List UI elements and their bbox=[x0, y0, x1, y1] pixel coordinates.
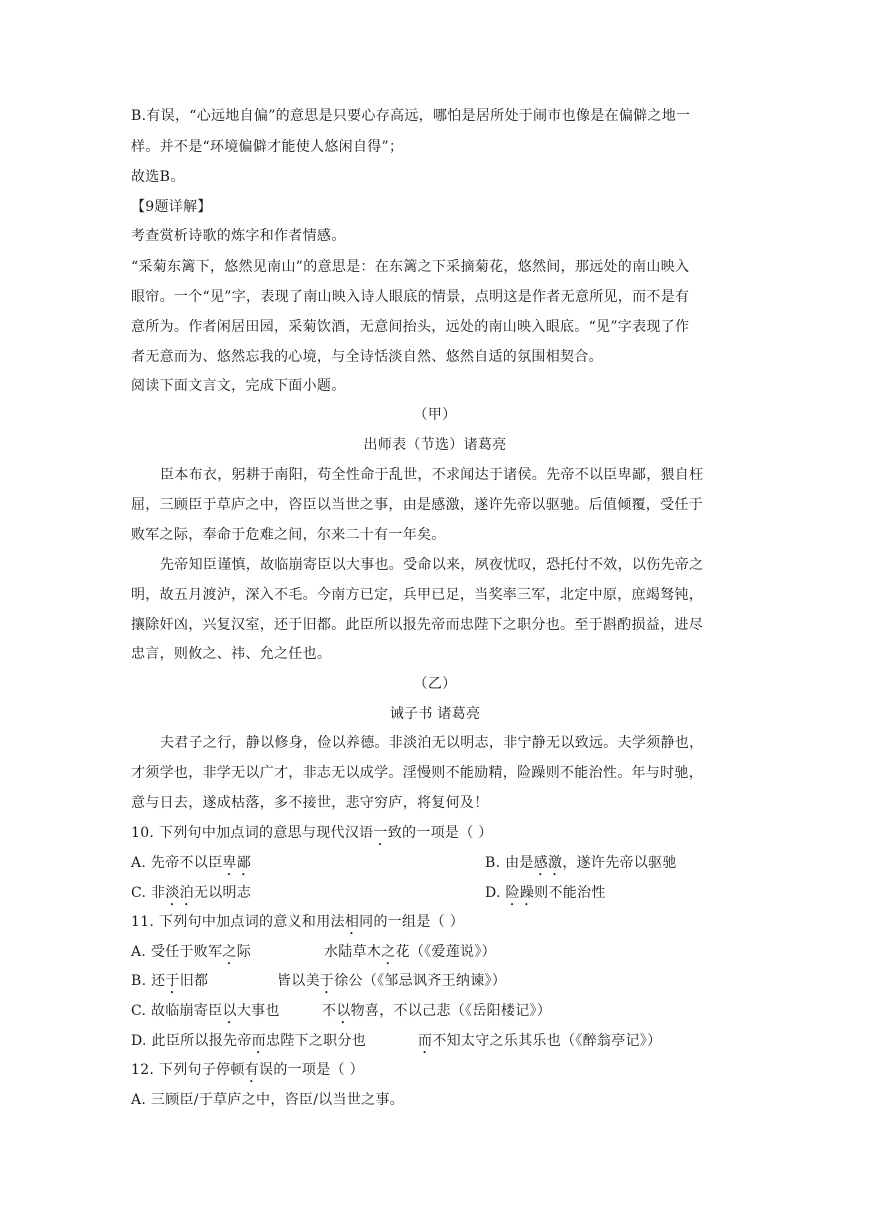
reading-instruction: 阅读下面文言文，完成下面小题。 bbox=[131, 378, 346, 394]
q12-stem: 12. 下列句子停顿有误的一项是（ ） bbox=[131, 1062, 364, 1078]
dotted-word: 卑鄙 bbox=[222, 855, 252, 871]
q10-option-a: A. 先帝不以臣卑鄙 bbox=[131, 855, 252, 871]
b-analysis-line-2: 样。并不是“环境偏僻才能使人悠闲自得”； bbox=[131, 139, 404, 155]
dotted-word: 之 bbox=[222, 944, 237, 960]
dotted-word: 于 bbox=[165, 973, 180, 989]
q11-option-a-reference: 水陆草木之花（《爱莲说》） bbox=[324, 944, 496, 960]
dotted-word: 之 bbox=[381, 944, 396, 960]
text-a-line-7: 忠言，则攸之、祎、允之任也。 bbox=[131, 646, 332, 662]
q12-option-a: A. 三顾臣/于草庐之中，咨臣/以当世之事。 bbox=[131, 1092, 405, 1108]
text-a-line-2: 屈，三顾臣于草庐之中，咨臣以当世之事，由是感激，遂许先帝以驱驰。后值倾覆，受任于 bbox=[131, 497, 703, 513]
text-a-line-6: 攘除奸凶，兴复汉室，还于旧都。此臣所以报先帝而忠陛下之职分也。至于斟酌损益，进尽 bbox=[131, 617, 703, 633]
b-analysis-line-1: B.有误，“心远地自偏”的意思是只要心存高远，哪怕是居所处于闹市也像是在偏僻之地一 bbox=[131, 108, 691, 124]
q11-option-d-reference: 而不知太守之乐其乐也（《醉翁亭记》） bbox=[418, 1033, 662, 1049]
q11-option-b: B. 还于旧都 bbox=[131, 973, 209, 989]
dotted-word: 以 bbox=[336, 1003, 351, 1019]
q11-option-c-reference: 不以物喜，不以己悲（《岳阳楼记》） bbox=[322, 1003, 552, 1019]
q10-option-b: B. 由是感激，遂许先帝以驱驰 bbox=[485, 855, 677, 871]
answer-choice: 故选B。 bbox=[131, 169, 185, 185]
text-a-line-1: 臣本布衣，躬耕于南阳，苟全性命于乱世，不求闻达于诸侯。先帝不以臣卑鄙，猥自枉 bbox=[160, 467, 704, 483]
q9-header: 【9题详解】 bbox=[131, 199, 212, 215]
dotted-word: 而 bbox=[418, 1033, 433, 1049]
q11-option-d: D. 此臣所以报先帝而忠陛下之职分也 bbox=[131, 1033, 367, 1049]
q11-stem: 11. 下列句中加点词的意义和用法相同的一组是（ ） bbox=[131, 914, 464, 930]
q10-option-d: D. 险躁则不能治性 bbox=[485, 885, 606, 901]
text-b-line-2: 才须学也，非学无以广才，非志无以成学。淫慢则不能励精，险躁则不能治性。年与时驰， bbox=[131, 765, 703, 781]
dotted-word: 感激 bbox=[533, 855, 563, 871]
text-b-line-1: 夫君子之行，静以修身，俭以养德。非淡泊无以明志，非宁静无以致远。夫学须静也， bbox=[160, 735, 704, 751]
q10-option-c: C. 非淡泊无以明志 bbox=[131, 885, 252, 901]
q9-paragraph-line-1: “采菊东篱下，悠然见南山”的意思是：在东篱之下采摘菊花，悠然间，那远处的南山映入 bbox=[131, 259, 690, 275]
dotted-word: 淡泊 bbox=[165, 885, 194, 901]
text-b-title: 诫子书 诸葛亮 bbox=[389, 706, 481, 722]
dotted-word: 以 bbox=[222, 1003, 237, 1019]
emphasis-mark: 一 bbox=[373, 825, 388, 841]
q10-stem: 10. 下列句中加点词的意思与现代汉语一致的一项是（ ） bbox=[131, 825, 493, 841]
dotted-word: 于 bbox=[319, 973, 335, 989]
text-a-line-3: 败军之际，奉命于危难之间，尔来二十有一年矣。 bbox=[131, 527, 446, 543]
emphasis-mark: 相 bbox=[344, 914, 360, 930]
text-a-marker: （甲） bbox=[413, 407, 457, 423]
q11-option-a: A. 受任于败军之际 bbox=[131, 944, 252, 960]
dotted-word: 而 bbox=[251, 1033, 266, 1049]
q9-paragraph-line-4: 者无意而为、悠然忘我的心境，与全诗恬淡自然、悠然自适的氛围相契合。 bbox=[131, 349, 603, 365]
q11-option-b-reference: 皆以美于徐公（《邹忌讽齐王纳谏》） bbox=[277, 973, 507, 989]
q9-paragraph-line-2: 眼帘。一个“见”字，表现了南山映入诗人眼底的情景，点明这是作者无意所见，而不是有 bbox=[131, 289, 690, 305]
text-a-line-5: 明，故五月渡泸，深入不毛。今南方已定，兵甲已足，当奖率三军，北定中原，庶竭驽钝， bbox=[131, 587, 703, 603]
q11-option-c: C. 故临崩寄臣以大事也 bbox=[131, 1003, 280, 1019]
text-b-line-3: 意与日去，遂成枯落，多不接世，悲守穷庐，将复何及！ bbox=[131, 795, 489, 811]
dotted-word: 险躁 bbox=[505, 885, 535, 901]
text-b-marker: （乙） bbox=[413, 676, 457, 692]
q9-summary: 考查赏析诗歌的炼字和作者情感。 bbox=[131, 228, 346, 244]
text-a-title: 出师表（节选）诸葛亮 bbox=[363, 437, 507, 453]
q9-paragraph-line-3: 意所为。作者闲居田园，采菊饮酒，无意间抬头，远处的南山映入眼底。“见”字表现了作 bbox=[131, 319, 690, 335]
text-a-line-4: 先帝知臣谨慎，故临崩寄臣以大事也。受命以来，夙夜忧叹，恐托付不效，以伤先帝之 bbox=[160, 557, 704, 573]
emphasis-mark: 有 bbox=[244, 1062, 260, 1078]
